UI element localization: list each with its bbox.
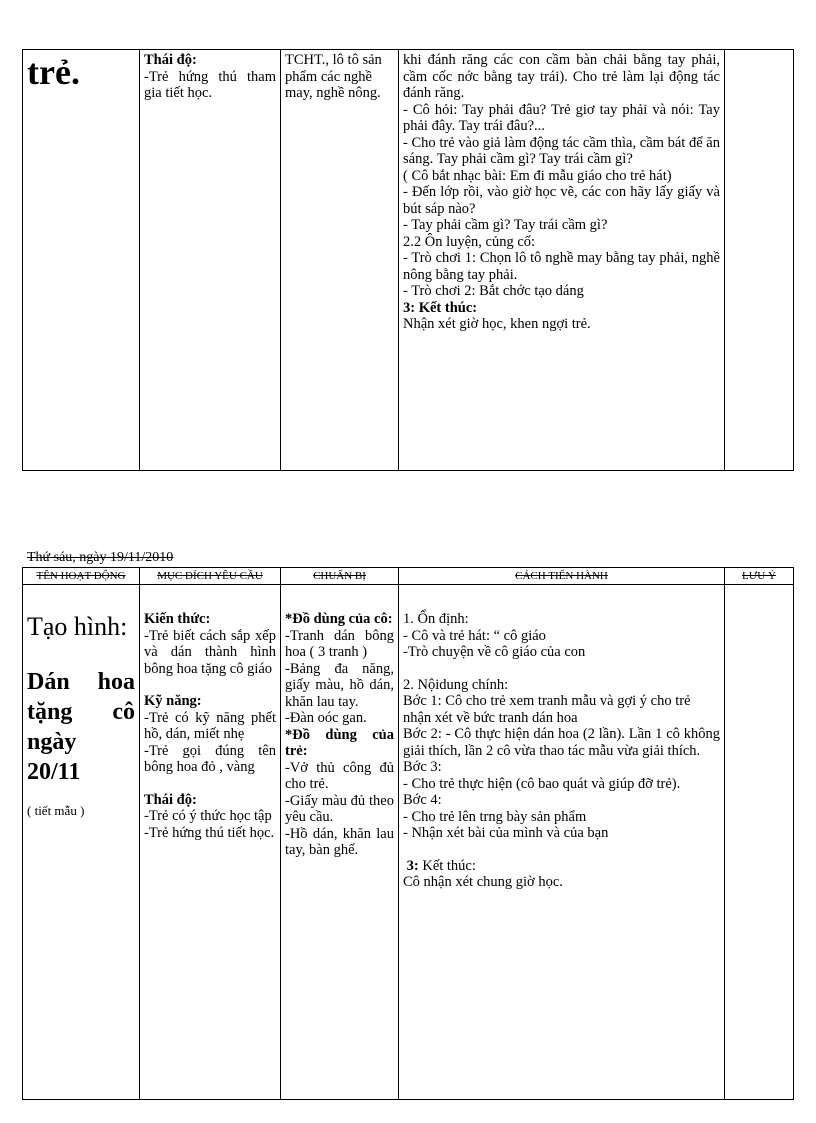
skills-text: -Trẻ có kỹ năng phết hồ, dán, miết nhẹ [144, 709, 276, 742]
procedure-line: 1. Ổn định: [403, 611, 469, 627]
teacher-materials-heading: *Đồ dùng của cô: [285, 611, 393, 627]
attitude-heading: Thái độ: [144, 791, 197, 808]
table-header-row [23, 568, 794, 585]
table-row [23, 585, 794, 1100]
ending-label: Kết thúc: [418, 857, 476, 874]
skills-text: -Trẻ gọi đúng tên bông hoa đỏ , vàng [144, 742, 276, 775]
procedure-line: ( Cô bắt nhạc bài: Em đi mẫu giáo cho trẻ hát) [403, 167, 672, 184]
procedure-line: - Trò chơi 2: Bắt chớc tạo dáng [403, 283, 584, 299]
header-procedure: CÁCH TIẾN HÀNH [399, 568, 725, 585]
activity-title: Dán hoa tặng cô ngày 20/11 [27, 669, 135, 785]
teacher-materials-item: -Bảng đa năng, giấy màu, hồ dán, khăn lau tay. [285, 660, 394, 710]
header-preparation: CHUẨN BỊ [281, 568, 399, 585]
attitude-text: -Trẻ hứng thú tham gia tiết học. [144, 68, 276, 101]
procedure-line: - Cô và trẻ hát: “ cô giáo [403, 627, 546, 644]
child-materials-item: -Giấy màu đủ theo yêu cầu. [285, 792, 394, 825]
activity-type: Tạo hình: [27, 612, 128, 641]
ending-heading [403, 858, 720, 875]
date-line: Thứ sáu, ngày 19/11/2010 [27, 550, 174, 565]
ending-text: Nhận xét giờ học, khen ngợi trẻ. [403, 316, 591, 332]
child-materials-item: -Vở thủ công đủ cho trẻ. [285, 759, 394, 792]
objectives-cell [140, 50, 281, 471]
activity-name-fragment: trẻ. [27, 52, 80, 92]
teacher-materials-item: -Tranh dán bông hoa ( 3 tranh ) [285, 627, 394, 660]
procedure-line: - Đến lớp rồi, vào giờ học vẽ, các con hãy lấy giấy và bút sáp nào? [403, 184, 720, 217]
child-materials-heading: *Đồ dùng của trẻ: [285, 726, 394, 759]
activity-name-cell [23, 50, 140, 471]
procedure-line: Bớc 2: - Cô thực hiện dán hoa (2 lần). Lần 1 cô không giải thích, lần 2 cô vừa thao tác mẫu vừa giải thích. [403, 726, 720, 759]
ending-text: Cô nhận xét chung giờ học. [403, 874, 563, 890]
procedure-line: -Trò chuyện về cô giáo của con [403, 644, 586, 660]
procedure-line: 2.2 Ôn luyện, củng cố: [403, 233, 536, 250]
attitude-text: -Trẻ hứng thú tiết học. [144, 824, 275, 841]
header-notes: LƯU Ý [725, 568, 794, 585]
notes-cell [725, 585, 794, 1100]
ending-number: 3: [406, 857, 419, 874]
attitude-heading: Thái độ: [144, 52, 197, 68]
procedure-line: - Cô hỏi: Tay phải đâu? Trẻ giơ tay phải và nói: Tay phải đây. Tay trái đâu?... [403, 101, 720, 134]
procedure-line: Bớc 3: [403, 759, 442, 775]
procedure-cell [399, 585, 725, 1100]
procedure-line: Bớc 4: [403, 792, 442, 808]
preparation-cell [281, 50, 399, 471]
activity-table-continued [22, 49, 794, 471]
activity-table [22, 567, 794, 1100]
knowledge-heading: Kiến thức: [144, 611, 211, 627]
knowledge-text: -Trẻ biết cách sắp xếp và dán thành hình bông hoa tặng cô giáo [144, 627, 276, 677]
skills-heading: Kỹ năng: [144, 693, 202, 709]
procedure-line: - Cho trẻ vào giả làm động tác cầm thìa, cầm bát để ăn sáng. Tay phải cầm gì? Tay trái cầm gì? [403, 134, 720, 167]
attitude-text: -Trẻ có ý thức học tập [144, 808, 272, 824]
child-materials-item: -Hồ dán, khăn lau tay, bàn ghế. [285, 825, 394, 858]
procedure-line: Bớc 1: Cô cho trẻ xem tranh mẫu và gợi ý cho trẻ nhận xét về bức tranh dán hoa [403, 693, 691, 726]
procedure-cell [399, 50, 725, 471]
objectives-cell [140, 585, 281, 1100]
preparation-text: TCHT., lô tô sản phẩm các nghề may, nghề nông. [285, 52, 382, 101]
header-objectives: MỤC ĐÍCH YÊU CẦU [140, 568, 281, 585]
procedure-line: - Trò chơi 1: Chọn lô tô nghề may bằng tay phải, nghề nông bằng tay phải. [403, 250, 720, 283]
teacher-materials-item: -Đàn oóc gan. [285, 710, 367, 726]
lesson-type-note: ( tiết mẫu ) [27, 803, 85, 818]
procedure-line: - Cho trẻ thực hiện (cô bao quát và giúp đỡ trẻ). [403, 775, 681, 792]
header-activity-name: TÊN HOẠT ĐỘNG [23, 568, 140, 585]
procedure-line: - Nhận xét bài của mình và của bạn [403, 825, 609, 841]
procedure-line: - Cho trẻ lên trng bày sản phẩm [403, 808, 587, 825]
procedure-line: khi đánh răng các con cầm bàn chải bằng tay phải, cầm cốc nớc bằng tay trái). Cho trẻ làm lại động tác đánh răng. [403, 52, 720, 101]
ending-heading: 3: Kết thúc: [403, 299, 478, 316]
notes-cell [725, 50, 794, 471]
procedure-line: - Tay phải cầm gì? Tay trái cầm gì? [403, 217, 608, 233]
preparation-cell [281, 585, 399, 1100]
procedure-line: 2. Nộidung chính: [403, 676, 509, 693]
activity-name-cell [23, 585, 140, 1100]
